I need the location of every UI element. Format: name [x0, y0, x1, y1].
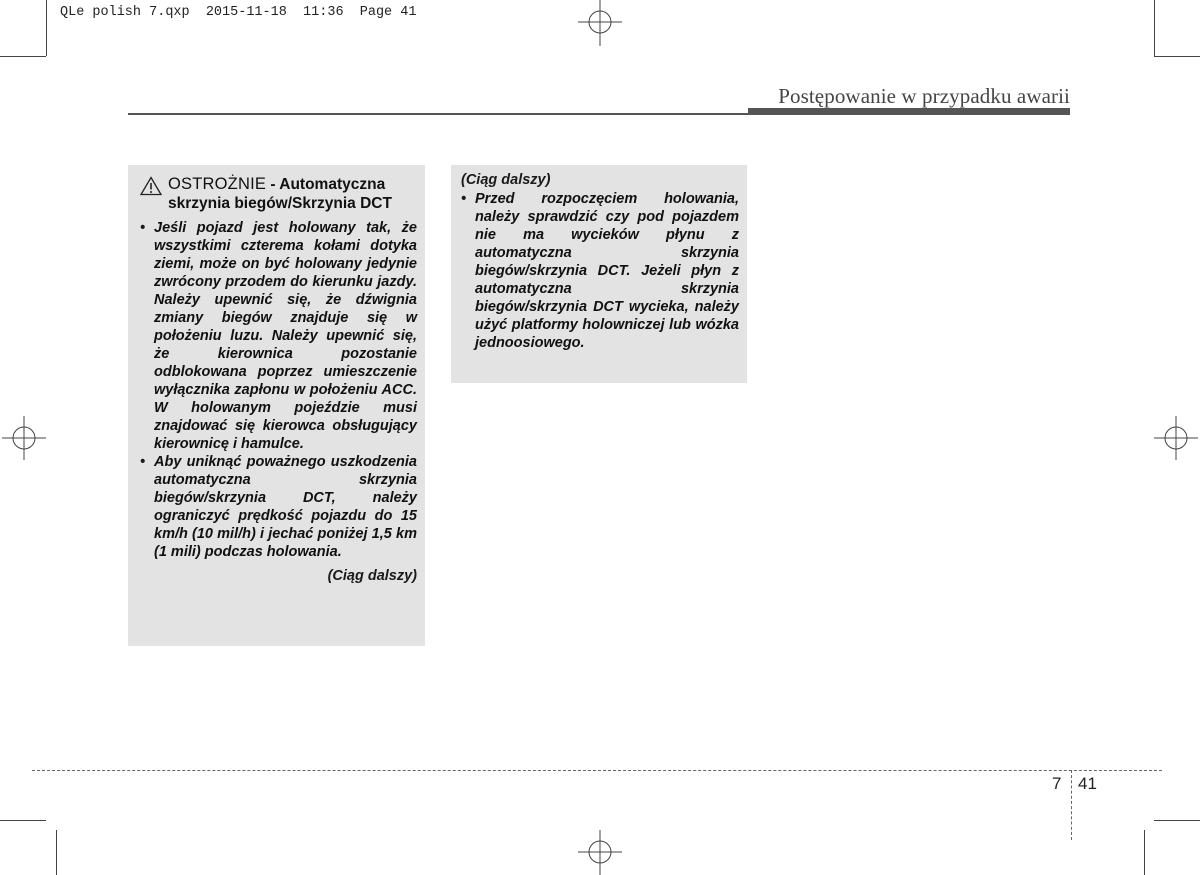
caution-title	[168, 175, 417, 213]
bullet: •	[140, 454, 146, 470]
list-item-text: Aby uniknąć poważnego uszkodzenia automatyczna skrzynia biegów/skrzynia DCT, należy ograniczyć prędkość pojazdu do 15 km/h (10 mil/h) i jechać poniżej 1,5 km (1 mili) podczas holowania.	[154, 454, 417, 560]
caution-label: OSTROŻNIE	[168, 175, 267, 193]
caution-subtitle: - Automatyczna skrzynia biegów/Skrzynia DCT	[168, 176, 392, 212]
registration-mark-icon	[576, 0, 624, 48]
list-item-text: Przed rozpoczęciem holowania, należy sprawdzić czy pod pojazdem nie ma wycieków płynu z automatyczna skrzynia biegów/skrzynia DCT. Jeżeli płyn z automatyczna skrzynia biegów/skrzynia DCT wycieka, należy użyć platformy holowniczej lub wózka jednoosiowego.	[475, 191, 739, 351]
warning-triangle-icon	[140, 176, 162, 196]
header-rule-accent	[748, 108, 1070, 115]
crop-mark	[0, 56, 46, 57]
bullet: •	[461, 191, 467, 207]
registration-mark-icon	[576, 828, 624, 875]
page-number: 41	[1078, 774, 1097, 793]
bullet: •	[140, 220, 146, 236]
registration-mark-icon	[0, 414, 48, 462]
continued-label: (Ciąg dalszy)	[461, 172, 551, 188]
crop-mark	[46, 0, 47, 56]
list-item	[461, 190, 739, 352]
list-item	[140, 453, 417, 561]
crop-mark	[1154, 0, 1155, 56]
crop-mark	[1154, 820, 1200, 821]
caution-continuation-box	[451, 165, 747, 383]
chapter-number: 7	[1052, 774, 1062, 793]
section-title: Postępowanie w przypadku awarii	[778, 84, 1070, 108]
caution-heading	[140, 175, 417, 213]
print-slug: QLe polish 7.qxp 2015-11-18 11:36 Page 41	[60, 5, 417, 20]
registration-mark-icon	[1152, 414, 1200, 462]
continued-label: (Ciąg dalszy)	[327, 568, 417, 584]
crop-mark	[1154, 56, 1200, 57]
footer-divider	[1071, 770, 1072, 840]
caution-box	[128, 165, 425, 646]
list-item	[140, 219, 417, 453]
list-item-text: Jeśli pojazd jest holowany tak, że wszystkimi czterema kołami dotyka ziemi, może on być holowany jedynie zwrócony przodem do kierunku jazdy. Należy upewnić się, że dźwignia zmiany biegów znajduje się w położeniu luzu. Należy upewnić się, że kierownica pozostanie odblokowana poprzez umieszczenie wyłącznika zapłonu w położeniu ACC. W holowanym pojeździe musi znajdować się kierowca obsługujący kierownicę i hamulce.	[154, 220, 417, 452]
crop-mark	[0, 820, 46, 821]
crop-mark	[56, 830, 57, 875]
header-rule	[128, 113, 748, 115]
crop-mark	[1144, 830, 1145, 875]
footer-rule	[32, 770, 1162, 771]
